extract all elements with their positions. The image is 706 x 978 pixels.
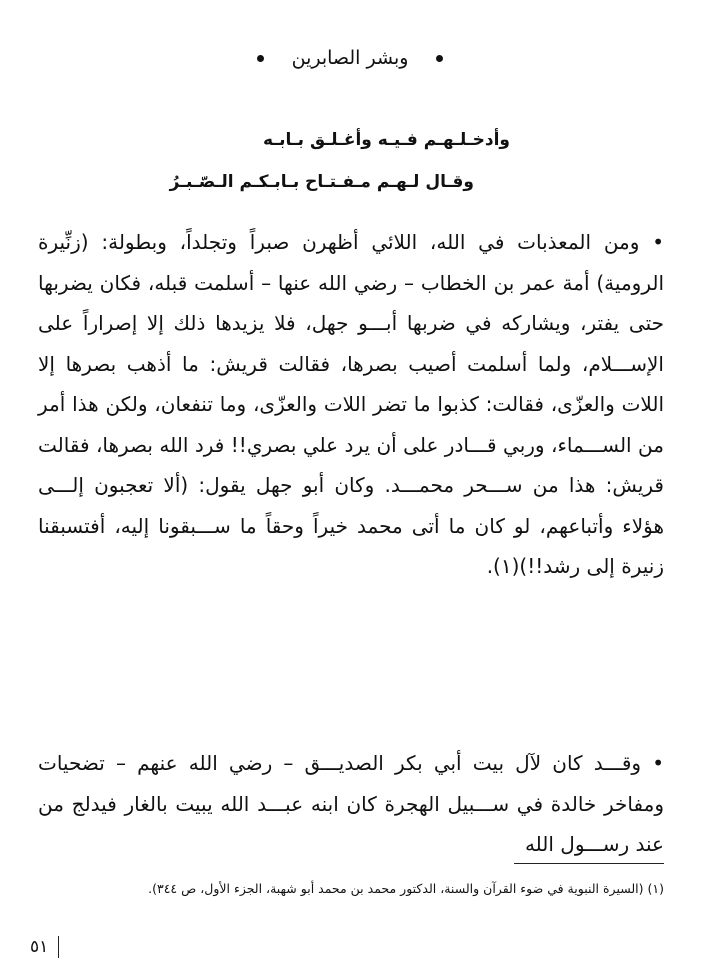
- body-paragraph-2: • وقـــد كان لآل بيت أبي بكر الصديـــق – رضي الله عنهم – تضحيات ومفاخر خالدة في ســـبيل الهجرة كان ابنه عبـــد الله يبيت بالغار فيدلج من عند رســـول الله: [38, 751, 664, 856]
- body-paragraph-1: • ومن المعذبات في الله، اللائي أظهرن صبراً وتجلداً، وبطولة: (زنِّيرة الرومية) أمة عمر بن الخطاب – رضي الله عنها – أسلمت قبله، فكان يضربها حتى يفتر، ويشاركه في ضربها أبـــو جهل، فلا يزيدها ذلك إلا إصراراً على الإســـلام، ولما أسلمت أصيب بصرها، فقالت قريش: ما أذهب بصرها إلا اللات والعزّى، فقالت: كذبوا ما تضر اللات والعزّى، وما تنفعان، ولكن هذا أمر من الســـماء، وربي قـــادر على أن يرد علي بصري!! فرد الله بصرها، فقالت قريش: هذا من ســـحر محمـــد. وكان أبو جهل يقول: (ألا تعجبون إلـــى هؤلاء وأتباعهم، لو كان ما أتى محمد خيراً وحقاً ما ســـبقونا إليه، أفتسبقنا زنيرة إلى رشد!!)(١).: [38, 230, 664, 578]
- page-number-divider: [58, 936, 59, 958]
- footnote-divider: [514, 863, 664, 864]
- footnote: (١) (السيرة النبوية في ضوء القرآن والسنة، الدكتور محمد بن محمد أبو شهبة، الجزء الأول، ص ٣٤٤).: [148, 881, 664, 896]
- running-title: وبشر الصابرين: [291, 47, 409, 69]
- bullet-dot-icon: [257, 55, 264, 62]
- poem-verse-2: وقـال لـهـم مـفـتـاح بـابـكـم الـصّـبـرُ: [169, 172, 474, 192]
- bullet-dot-icon: [436, 55, 443, 62]
- poem-verse-1: وأدخـلـهـم فـيـه وأغـلـق بـابـه: [262, 130, 510, 150]
- running-header: [200, 38, 500, 78]
- page-number-block: [30, 936, 59, 958]
- page-number: ٥١: [30, 937, 49, 957]
